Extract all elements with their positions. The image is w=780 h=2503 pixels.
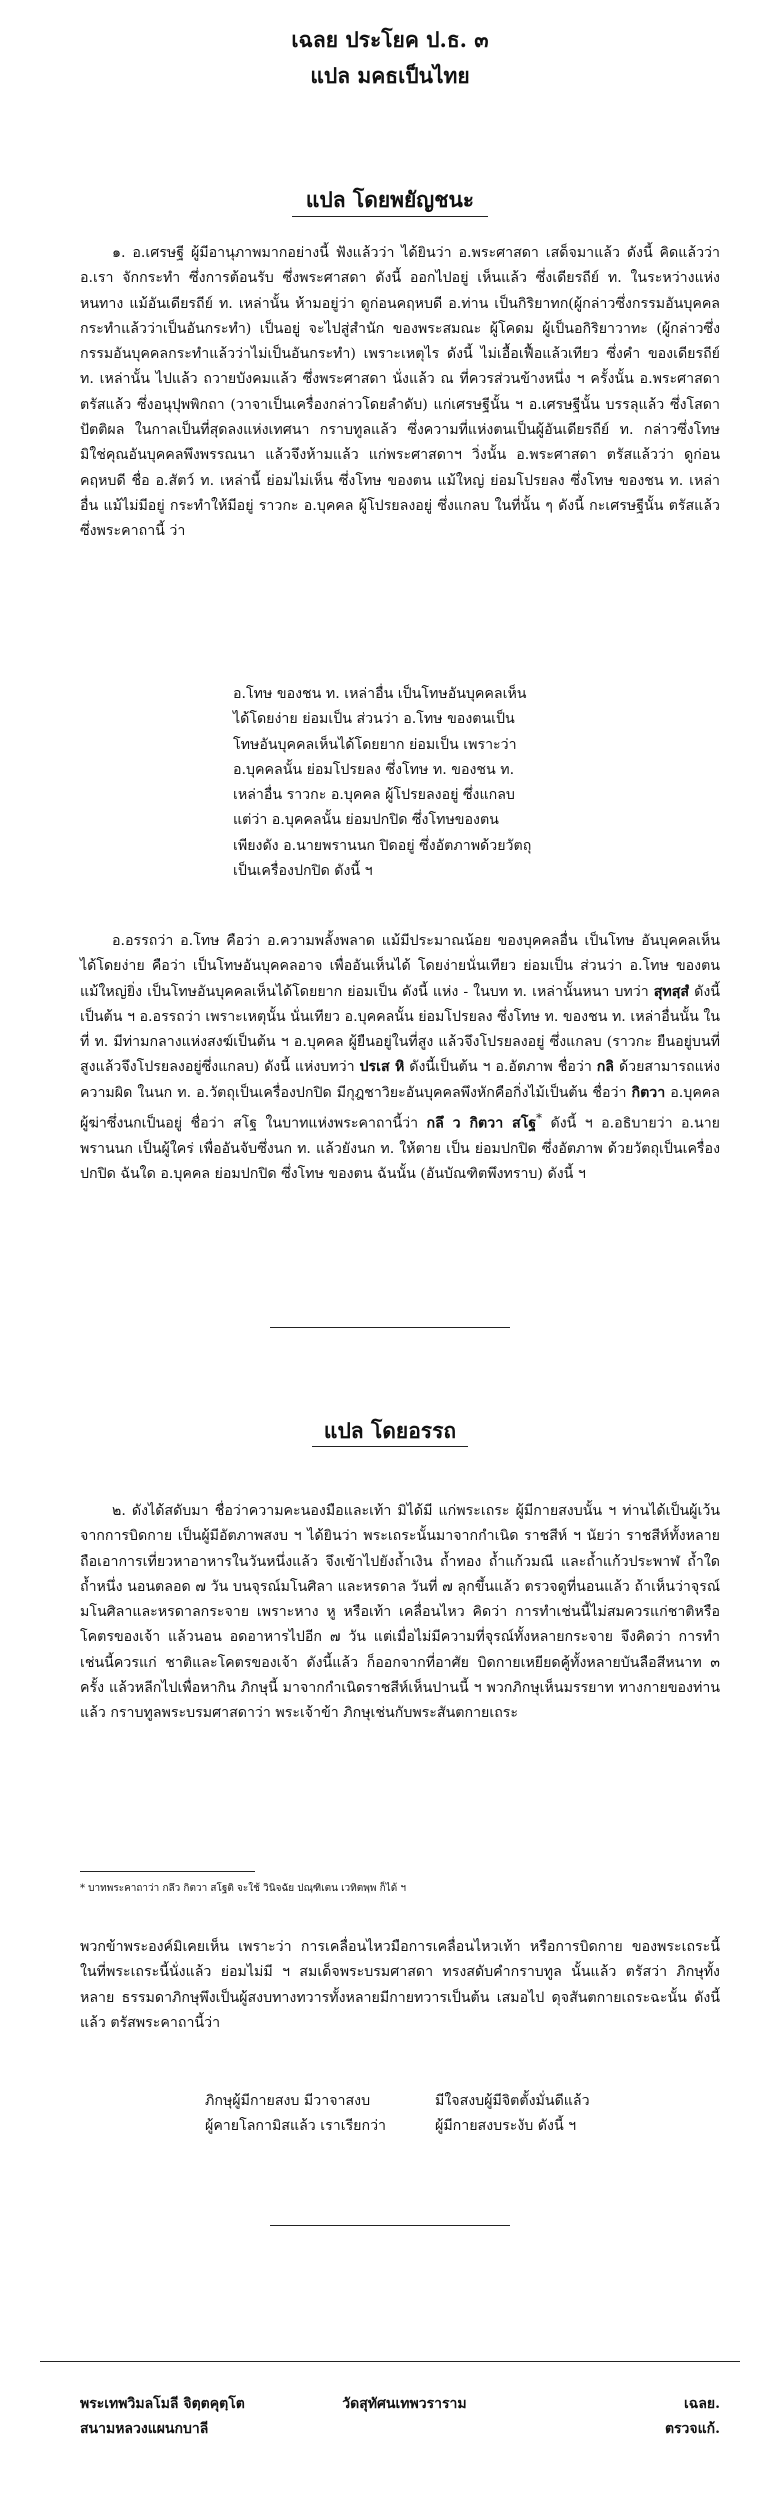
verse-line: อ.โทษ ของชน ท. เหล่าอื่น เป็นโทษอันบุคคลเห็น	[233, 686, 527, 702]
paragraph-3-text: ๒. ดังได้สดับมา ชื่อว่าความคะนองมือและเท้า มิได้มี แก่พระเถระ ผู้มีกายสงบนั้น ฯ ท่านได้เป็นผู้เว้นจากการบิดกาย เป็นผู้มีอัตภาพสงบ ฯ ได้ยินว่า พระเถระนั้นมาจากกำเนิด ราชสีห์ ฯ นัยว่า ราชสีห์ทั้งหลาย ถือเอาการเที่ยวหาอาหารในวันหนึ่งแล้ว จึงเข้าไปยังถ้ำเงิน ถ้ำทอง ถ้ำแก้วมณี และถ้ำแก้วประพาฬ ถ้ำใดถ้ำหนึ่ง นอนตลอด ๗ วัน บนจุรณ์มโนศิลา และหรดาล วันที่ ๗ ลุกขึ้นแล้ว ตรวจดูที่นอนแล้ว ถ้าเห็นว่าจุรณ์มโนศิลาและหรดาลกระจาย เพราะหาง หู หรือเท้า เคลื่อนไหว คิดว่า การทำเช่นนี้ไม่สมควรแก่ชาติหรือโคตรของเจ้า แล้วนอน อดอาหารไปอีก ๗ วัน แต่เมื่อไม่มีความที่จุรณ์ทั้งหลายกระจาย จึงคิดว่า การทำเช่นนี้ควรแก่ ชาติและโคตรของเจ้า ดังนี้แล้ว ก็ออกจากที่อาศัย บิดกายเหยียดคู้ทั้งหลายบันลือสีหนาท ๓ ครั้ง แล้วหลีกไปเพื่อหากิน ภิกษุนี้ มาจากกำเนิดราชสีห์เห็นปานนี้ ฯ พวกภิกษุเห็นมรรยาท ทางกายของท่านแล้ว กราบทูลพระบรมศาสดาว่า พระเจ้าข้า ภิกษุเช่นกับพระสันตกายเถระ	[80, 1503, 720, 1722]
pali-keyword: ปรเส หิ	[359, 1059, 405, 1076]
gatha-line: ผู้คายโลกามิสแล้ว เราเรียกว่า	[205, 2118, 387, 2135]
verse-block	[233, 682, 573, 884]
paragraph-2-text: ดังนี้ ฯ อ.อธิบายว่า อ.นายพรานนก เป็นผู้ใคร่ เพื่ออันจับซึ่งนก ท. แล้วยังนก ท. ให้ตาย เป็น ย่อมปกปิด ซึ่งอัตภาพ ด้วยวัตถุเป็นเครื่องปกปิด ฉันใด อ.บุคคล ย่อมปกปิด ซึ่งโทษ ของตน ฉันนั้น (อันบัณฑิตพึงทราบ) ดังนี้ ฯ	[80, 1115, 720, 1183]
gatha-row	[205, 2114, 705, 2139]
footnote: * บาทพระคาถาว่า กลึว กิตวา สโฐติ จะใช้ วินิจฉัย ปณฺฑิเตน เวทิตพฺพ ก็ได้ ฯ	[80, 1883, 406, 1894]
verse-line: โทษอันบุคคลเห็นได้โดยยาก ย่อมเป็น เพราะว่า	[233, 736, 517, 753]
footer	[80, 2392, 720, 2442]
pali-keyword: กลึ ว กิตวา สโฐ	[426, 1115, 537, 1132]
section-divider	[270, 2225, 510, 2226]
verse-line: เป็นเครื่องปกปิด ดังนี้ ฯ	[233, 863, 373, 880]
temple-name: วัดสุทัศนเทพวราราม	[342, 2396, 467, 2412]
gatha-verse	[205, 2089, 705, 2140]
document-subtitle: แปล มคธเป็นไทย	[310, 63, 470, 88]
heading-underline	[312, 1446, 468, 1447]
paragraph-1	[80, 241, 720, 545]
pali-keyword: กลิ	[596, 1059, 615, 1076]
pali-keyword: กิตวา	[631, 1084, 666, 1101]
footer-row	[80, 2392, 720, 2417]
paragraph-4-text: พวกข้าพระองค์มิเคยเห็น เพราะว่า การเคลื่อนไหวมือการเคลื่อนไหวเท้า หรือการบิดกาย ของพระเถระนี้ ในที่พระเถระนี้นั่งแล้ว ย่อมไม่มี ฯ สมเด็จพระบรมศาสดา ทรงสดับคำกราบทูล นั้นแล้ว ตรัสว่า ภิกษุทั้งหลาย ธรรมดาภิกษุพึงเป็นผู้สงบทางทวารทั้งหลายมีกายทวารเป็นต้น เสมอไป ดุจสันตกายเถระฉะนั้น ดังนี้แล้ว ตรัสพระคาถานี้ว่า	[80, 1939, 720, 2031]
paragraph-2-text: อ.บุคคล ผู้ฆ่าซึ่งนกเป็นอยู่ ชื่อว่า สโฐ ในบาทแห่งพระคาถานี้ว่า	[80, 1084, 720, 1132]
office-name: สนามหลวงแผนกบาลี	[80, 2421, 209, 2437]
pali-keyword: สุทสฺสํ	[653, 983, 690, 1000]
footer-rule	[40, 2361, 740, 2362]
section-heading-meaning-box	[0, 1415, 780, 1448]
verse-line: แต่ว่า อ.บุคคลนั้น ย่อมปกปิด ซึ่งโทษของตน	[233, 812, 499, 829]
paragraph-2-text: ด้วยสามารถแห่งความผิด ในนก ท. อ.วัตถุเป็นเครื่องปกปิด มีกุฎชาวิยะอันบุคคลพึงหักคือกิ่งไม้เป็นต้น ชื่อว่า	[80, 1059, 721, 1101]
gatha-line: มีใจสงบผู้มีจิตตั้งมั่นดีแล้ว	[435, 2093, 590, 2109]
document-title: เฉลย ประโยค ป.ธ. ๓	[291, 27, 489, 52]
examiner-name: พระเทพวิมลโมลี จิตฺตคุตฺโต	[80, 2396, 245, 2412]
verse-line: ได้โดยง่าย ย่อมเป็น ส่วนว่า อ.โทษ ของตนเป็น	[233, 711, 515, 728]
paragraph-2-text: ดังนี้เป็นต้น ฯ อ.อัตภาพ ชื่อว่า	[409, 1059, 592, 1076]
role-label: เฉลย.	[684, 2396, 720, 2412]
heading-underline	[292, 216, 488, 217]
paragraph-2: อ.อรรถว่า อ.โทษ คือว่า อ.ความพลั้งพลาด แม้มีประมาณน้อย ของบุคคลอื่น เป็นโทษ อันบุคคลเห็นได้โดยง่าย คือว่า เป็นโทษอันบุคคลอาจ เพื่ออันเห็นได้ โดยง่ายนั่นเทียว ย่อมเป็น ส่วนว่า อ.โทษ ของตน แม้ใหญ่ยิ่ง เป็นโทษอันบุคคลเห็นได้โดยยาก ย่อมเป็น ดังนี้ แห่ง - ในบท ท. เหล่านั้นหนา บทว่า สุทสฺสํ ดังนี้เป็นต้น ฯ อ.อรรถว่า เพราะเหตุนั้น นั่นเทียว อ.บุคคลนั้น ย่อมโปรยลง ซึ่งโทษ ท. ของชน ท. เหล่าอื่นนั้น ในที่ ท. มีท่ามกลางแห่งสงฆ์เป็นต้น ฯ อ.บุคคล ผู้ยืนอยู่ในที่สูง แล้วจึงโปรยลงอยู่ ซึ่งแกลบ (ราวกะ ยืนอยู่บนที่สูงแล้วจึงโปรยลงอยู่ซึ่งแกลบ) ดังนี้ แห่งบทว่า ปรเส หิ ดังนี้เป็นต้น ฯ อ.อัตภาพ ชื่อว่า กลิ ด้วยสามารถแห่งความผิด ในนก ท. อ.วัตถุเป็นเครื่องปกปิด มีกุฎชาวิยะอันบุคคลพึงหักคือกิ่งไม้เป็นต้น ชื่อว่า กิตวา อ.บุคคล ผู้ฆ่าซึ่งนกเป็นอยู่ ชื่อว่า สโฐ ในบาทแห่งพระคาถานี้ว่า กลึ ว กิตวา สโฐ* ดังนี้ ฯ อ.อธิบายว่า อ.นายพรานนก เป็นผู้ใคร่ เพื่ออันจับซึ่งนก ท. แล้วยังนก ท. ให้ตาย เป็น ย่อมปกปิด ซึ่งอัตภาพ ด้วยวัตถุเป็นเครื่องปกปิด ฉันใด อ.บุคคล ย่อมปกปิด ซึ่งโทษ ของตน ฉันนั้น (อันบัณฑิตพึงทราบ) ดังนี้ ฯ	[80, 933, 721, 1183]
section-heading-literal-box	[0, 184, 780, 217]
verse-line: เพียงดัง อ.นายพรานนก ปิดอยู่ ซึ่งอัตภาพด้วยวัตถุ	[233, 837, 532, 854]
gatha-line: ผู้มีกายสงบระงับ ดังนี้ ฯ	[435, 2118, 577, 2135]
paragraph-3	[80, 1499, 720, 1727]
paragraph-1-text: ๑. อ.เศรษฐี ผู้มีอานุภาพมากอย่างนี้ ฟังแล้วว่า ได้ยินว่า อ.พระศาสดา เสด็จมาแล้ว ดังนี้ คิดแล้วว่า อ.เรา จักกระทำ ซึ่งการต้อนรับ ซึ่งพระศาสดา ดังนี้ ออกไปอยู่ เห็นแล้ว ซึ่งเดียรถีย์ ท. ในระหว่างแห่งหนทาง แม้อันเดียรถีย์ ท. เหล่านั้น ห้ามอยู่ว่า ดูก่อนคฤหบดี อ.ท่าน เป็นกิริยาทก(ผู้กล่าวซึ่งกรรมอันบุคคลกระทำแล้วว่าเป็นอันกระทำ) เป็นอยู่ จะไปสู่สำนัก ของพระสมณะ ผู้โคดม ผู้เป็นอกิริยาวาทะ (ผู้กล่าวซึ่งกรรมอันบุคคลกระทำแล้วว่าไม่เป็นอันกระทำ) เพราะเหตุไร ดังนี้ ไม่เอื้อเฟื้อแล้วเทียว ซึ่งคำ ของเดียรถีย์ ท. เหล่านั้น ไปแล้ว ถวายบังคมแล้ว ซึ่งพระศาสดา นั่งแล้ว ณ ที่ควรส่วนข้างหนึ่ง ฯ ครั้งนั้น อ.พระศาสดา ตรัสแล้ว ซึ่งอนุปุพพิกถา (วาจาเป็นเครื่องกล่าวโดยลำดับ) แก่เศรษฐีนั้น ฯ อ.เศรษฐีนั้น บรรลุแล้ว ซึ่งโสดาปัตติผล ในกาลเป็นที่สุดลงแห่งเทศนา กราบทูลแล้ว ซึ่งความที่แห่งตนเป็นผู้อันเดียรถีย์ ท. กล่าวซึ่งโทษ มิใช่คุณอันบุคคลพึงพรรณนา แล้วจึงห้ามแล้ว แก่พระศาสดาฯ วิ่งนั้น อ.พระศาสดา ตรัสแล้วว่า ดูก่อนคฤหบดี ชื่อ อ.สัตว์ ท. เหล่านี้ ย่อมไม่เห็น ซึ่งโทษ ของตน แม้ใหญ่ ย่อมโปรยลง ซึ่งโทษ ของชน ท. เหล่าอื่น แม้ไม่มีอยู่ กระทำให้มีอยู่ ราวกะ อ.บุคคล ผู้โปรยลงอยู่ ซึ่งแกลบ ในที่นั้น ๆ ดังนี้ กะเศรษฐีนั้น ตรัสแล้ว ซึ่งพระคาถานี้ ว่า	[80, 245, 720, 540]
gatha-row	[205, 2089, 705, 2114]
verse-line: เหล่าอื่น ราวกะ อ.บุคคล ผู้โปรยลงอยู่ ซึ่งแกลบ	[233, 787, 515, 804]
paragraph-2-text: ดังนี้เป็นต้น ฯ อ.อรรถว่า เพราะเหตุนั้น นั่นเทียว อ.บุคคลนั้น ย่อมโปรยลง ซึ่งโทษ ท. ของชน ท. เหล่าอื่นนั้น ในที่ ท. มีท่ามกลางแห่งสงฆ์เป็นต้น ฯ อ.บุคคล ผู้ยืนอยู่ในที่สูง แล้วจึงโปรยลงอยู่ ซึ่งแกลบ (ราวกะ ยืนอยู่บนที่สูงแล้วจึงโปรยลงอยู่ซึ่งแกลบ) ดังนี้ แห่งบทว่า	[80, 983, 720, 1076]
paragraph-2-text: อ.อรรถว่า อ.โทษ คือว่า อ.ความพลั้งพลาด แม้มีประมาณน้อย ของบุคคลอื่น เป็นโทษ อันบุคคลเห็นได้โดยง่าย คือว่า เป็นโทษอันบุคคลอาจ เพื่ออันเห็นได้ โดยง่ายนั่นเทียว ย่อมเป็น ส่วนว่า อ.โทษ ของตน แม้ใหญ่ยิ่ง เป็นโทษอันบุคคลเห็นได้โดยยาก ย่อมเป็น ดังนี้ แห่ง - ในบท ท. เหล่านั้นหนา บทว่า	[80, 933, 720, 1000]
section-divider	[270, 1327, 510, 1328]
footnote-rule	[80, 1871, 255, 1872]
paragraph-4	[80, 1935, 720, 2036]
section-heading-literal: แปล โดยพยัญชนะ	[305, 187, 475, 212]
role-label: ตรวจแก้.	[664, 2421, 720, 2437]
verse-line: อ.บุคคลนั้น ย่อมโปรยลง ซึ่งโทษ ท. ของชน ท.	[233, 761, 515, 778]
footer-row	[80, 2417, 720, 2442]
gatha-line: ภิกษุผู้มีกายสงบ มีวาจาสงบ	[205, 2093, 371, 2109]
section-heading-meaning: แปล โดยอรรถ	[323, 1418, 457, 1443]
